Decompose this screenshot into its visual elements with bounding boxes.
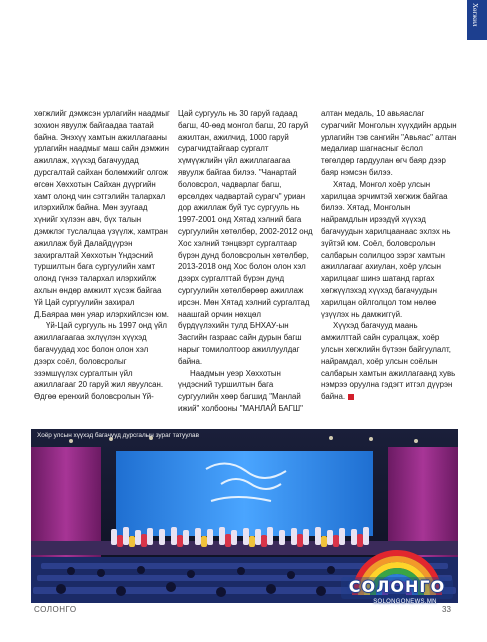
- logo-url: SOLONGONEWS.MN: [373, 599, 437, 605]
- photo-caption: Хоёр улсын хүүхэд багачууд дурсгалын зураг татуулав: [37, 432, 199, 439]
- paragraph: Хятад, Монгол хоёр улсын харилцаа эрчимтэй хөгжиж байгаа билээ. Хятад, Монголын найрамдлын ирээдүй хүүхэд багачуудын харилцаанаас эхлэх нь зүйтэй юм. Соёл, боловсролын салбарын солилцоо зэрэг хамтын ажиллагааг ахиулан, хоёр улсын харилцааг шинэ шатанд гаргах хөгжүүлэхэд хүүхэд багачуудын харилцан ойлголцол том нөлөө үзүүлэх нь дамжиггүй.: [321, 179, 451, 319]
- footer-magazine-name: СОЛОНГО: [34, 605, 77, 614]
- section-tab: [467, 0, 487, 40]
- end-of-article-mark: [348, 394, 354, 400]
- article-column-2: [178, 108, 314, 415]
- paragraph: алтан медаль, 10 авьяаслаг сурагчийг Монголын хүүхдийн ардын урлагийн тэв сангийн "Авьяас" алтан медалиар шагнасныг ёслол төгөлдөр гардуулан өгч баяр дээр баяр нэмсэн билээ.: [321, 109, 457, 177]
- paragraph: Үй-Цай сургууль нь 1997 онд үйл ажиллагаагаа эхлүүлэн хүүхэд багачуудад хос болон олон хэл дээрх соёл, боловсролыг эзэмшүүлэх сургалтын үйл ажиллагааг 20 гаруй жил явуулсан. Өдгөө еренхий боловсролын Үй-: [34, 321, 168, 402]
- section-tab-label: Хөгжил: [471, 3, 479, 27]
- paragraph: Наадмын уеэр Хөххотын үндэсний туршилтын бага сургуулийн хөөр багшид "Манлай ижий" холбооны "МАНЛАЙ БАГШ": [178, 368, 303, 413]
- article-body: [20, 108, 467, 413]
- logo-wordmark: СОЛОНГО: [348, 577, 446, 596]
- paragraph-text: Хүүхэд багачууд маань амжилттай сайн суралцаж, хоёр улсын хөгжлийн бүтээн байгуулалт, найрамдал, хоёр улсын соёлын салбарын хамтын ажиллагаанд хувь нэмрээ оруулна гэдэгт итгэл дүүрэн байна.: [321, 321, 456, 402]
- paragraph: хөгжлийг дэмжсэн урлагийн наадмыг зохион явуулж байгаадаа таатай байна. Энэхүү хамтын ажиллагааны урлагийн наадмыг маш сайн дэмжин ажиллаж, хүүхэд багачуудад дурсгалтай сайхан болөмжийг олгож өгсөн Хөххотын Сайхан дүүргийн хамт олонд чин сэтгэлийн талархал илэрхийлж байна. Мөн зуугаад хүнийг хүлээн авч, бүх талын дэмжлэг туслалцаа үзүүлж, хамтран ажиллаж буй Далайдүүрэн захиргалтай Хөххотын Үндэсний туршилтын бага сургуулийн хамт олонд гүнээ талархал илэрхийлж ахлын өндөр амжилт хүсэж байгаа Үй Цай сургуулийн захирал Д.Баяраа мөн уяар илэрхийлсэн юм.: [34, 109, 170, 319]
- page-number: 33: [442, 605, 451, 614]
- article-column-1: [34, 108, 170, 403]
- paragraph: Цай сургууль нь 30 гаруй гадаад багш, 40-өөд монгол багш, 20 гаруй ажилтан, ажилчид, 1000 гаруй сурагчидтайгаар сургалт хүмүүжлийн үйл ажиллагаагаа явуулж байгаа билээ. "Чанартай боловсрол, чадварлаг багш, өрсөлдөх чадвартай сурагч" уриан дор ажиллаж буй тус сургууль нь 1997-2001 онд Хятад хэлний бага сургуулийн хөтөлбөр, 2002-2012 онд Хос хэлний тэнцвэрт сургалтаар бүрэн дунд боловсролын хөтөлбөр, 2013-2018 онд Хос болон олон хэл дээрх сургалттай бүрэн дунд сургуулийн хөтөлбөрөөр ажиллаж ирсэн. Мөн Хятад хэлний сургалтад наашгай орчин нөхцөл бүрдүүлэхийн тулд БНХАУ-ын Засгийн газраас сайн дурын багш нарыг томилолтоор ажиллуулдаг байна.: [178, 109, 313, 366]
- paragraph: [321, 320, 457, 403]
- article-column-3: [321, 108, 457, 403]
- solongo-logo: [337, 545, 457, 611]
